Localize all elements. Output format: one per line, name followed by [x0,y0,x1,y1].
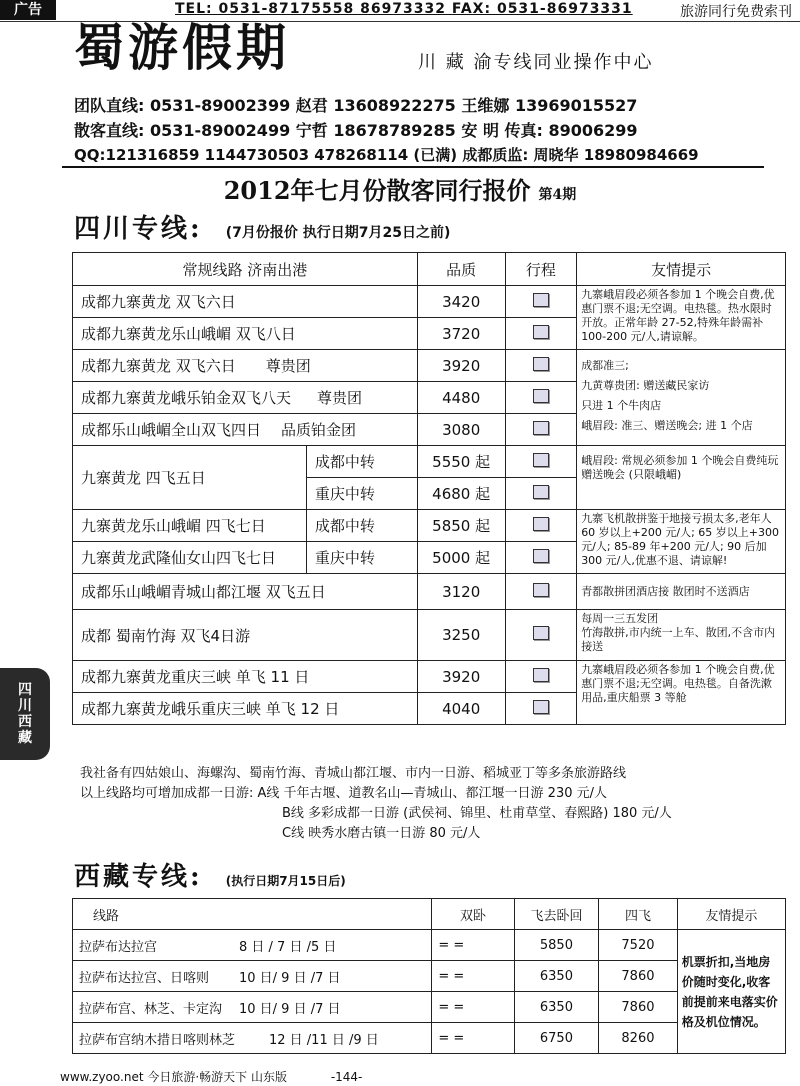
col-fly-sleep: 飞去卧回 [514,899,598,930]
route-cell: 九寨黄龙武隆仙女山四飞七日 [73,542,307,574]
route-cell: 成都 蜀南竹海 双飞4日游 [73,610,418,661]
contacts-divider [62,166,764,168]
route-name: 拉萨布宫、林芝、卡定沟 [79,1001,223,1017]
tip-line: 竹海散拼,市内统一上车、散团,不含市内接送 [581,626,776,653]
route-tag: 尊贵团 [265,357,311,375]
col-itinerary: 行程 [505,253,577,286]
route-cell [73,1023,432,1054]
extra-line-a: 以上线路均可增加成都一日游: A线 千年古堰、道教名山—青城山、都江堰一日游 230 元/人 [80,786,607,801]
extra-line-c: C线 映秀水磨古镇一日游 80 元/人 [282,826,481,841]
col-tips: 友情提示 [577,253,786,286]
four-fly-cell: 7860 [599,961,678,992]
route-cell [73,382,418,414]
fly-sleep-cell: 6750 [514,1023,598,1054]
fly-sleep-cell: 5850 [514,930,598,961]
page-title-text: 2012年七月份散客同行报价 [223,176,531,205]
col-price: 品质 [417,253,505,286]
document-icon[interactable] [533,485,549,499]
sichuan-note: (7月份报价 执行日期7月25日之前) [225,225,451,241]
transfer-cell: 重庆中转 [306,478,417,510]
extra-routes: 我社备有四姑娘山、海螺沟、蜀南竹海、青城山都江堰、市内一日游、稻城亚丁等多条旅游路线 [80,766,627,781]
page-title [0,171,800,206]
tip-line: 每周一三五发团 [581,612,659,625]
page-number: -144- [330,1070,363,1084]
price-cell: 3720 [417,318,505,350]
tibet-title: 西藏专线: [74,862,203,892]
document-icon[interactable] [533,389,549,403]
price-cell: 5000 起 [417,542,505,574]
double-cell: = = [432,1023,514,1054]
itinerary-cell[interactable] [505,350,577,382]
document-icon[interactable] [533,357,549,371]
table-row [73,350,786,382]
route-name: 成都九寨黄龙峨乐铂金双飞八天 [81,389,292,407]
itinerary-cell[interactable] [505,610,577,661]
route-cell [73,961,432,992]
route-cell: 成都九寨黄龙 双飞六日 [73,286,418,318]
side-tab-label: 四川西藏 [18,682,32,746]
table-row [73,610,786,661]
tip-line: 峨眉段: 准三、赠送晚会; 进 1 个店 [581,419,753,432]
route-cell [73,350,418,382]
itinerary-cell[interactable] [505,693,577,725]
table-row [73,286,786,318]
itinerary-cell[interactable] [505,382,577,414]
double-cell: = = [432,961,514,992]
document-icon[interactable] [533,293,549,307]
col-route: 线路 [73,899,432,930]
extra-line-b: B线 多彩成都一日游 (武侯祠、锦里、杜甫草堂、春熙路) 180 元/人 [282,806,672,821]
itinerary-cell[interactable] [505,510,577,542]
contact-team: 团队直线: 0531-89002399 赵君 13608922275 王维娜 13969015527 [74,96,638,115]
side-tab [0,668,50,760]
route-name: 拉萨布达拉宫 [79,939,158,955]
issue-number: 第4期 [538,187,577,203]
route-name: 成都乐山峨嵋全山双飞四日 [81,421,262,439]
itinerary-cell[interactable] [505,574,577,610]
route-cell: 九寨黄龙乐山峨嵋 四飞七日 [73,510,307,542]
contact-qq: QQ:121316859 1144730503 478268114 (已满) 成都质监: 周晓华 18980984669 [74,146,699,164]
sichuan-heading [74,208,450,245]
price-cell: 4680 起 [417,478,505,510]
double-cell: = = [432,930,514,961]
price-cell: 3120 [417,574,505,610]
contact-individual: 散客直线: 0531-89002499 宁哲 18678789285 安 明 传真: 89006299 [74,121,638,140]
tip-cell: 九寨飞机散拼鉴于地接亏损太多,老年人 60 岁以上+200 元/人; 65 岁以上+300 元/人; 85-89 年+200 元/人; 90 后加 300 元/人,优惠不退、请谅解! [577,510,786,574]
itinerary-cell[interactable] [505,446,577,478]
tip-cell: 青都散拼团酒店接 散团时不送酒店 [577,574,786,610]
table-header-row [73,253,786,286]
route-cell: 成都九寨黄龙重庆三峡 单飞 11 日 [73,661,418,693]
itinerary-cell[interactable] [505,414,577,446]
itinerary-cell[interactable] [505,542,577,574]
itinerary-cell[interactable] [505,318,577,350]
sichuan-title: 四川专线: [74,214,203,244]
price-cell: 3250 [417,610,505,661]
itinerary-cell[interactable] [505,286,577,318]
col-double-sleeper: 双卧 [432,899,514,930]
route-cell: 成都九寨黄龙乐山峨嵋 双飞八日 [73,318,418,350]
route-cell: 成都乐山峨嵋青城山都江堰 双飞五日 [73,574,418,610]
transfer-cell: 成都中转 [306,510,417,542]
document-icon[interactable] [533,453,549,467]
route-cell [73,414,418,446]
price-cell: 4480 [417,382,505,414]
tip-cell [577,610,786,661]
route-tag: 尊贵团 [317,389,363,407]
route-cell [73,992,432,1023]
tibet-price-table [72,898,786,1054]
tip-line: 只进 1 个牛肉店 [581,399,662,412]
document-icon[interactable] [533,583,549,597]
tip-cell: 峨眉段: 常规必须参加 1 个晚会自费纯玩赠送晚会 (只限峨嵋) [577,446,786,510]
tel-fax: TEL: 0531-87175558 86973332 FAX: 0531-86973331 [175,1,633,17]
document-icon[interactable] [533,700,549,714]
table-row [73,661,786,693]
tibet-heading [74,856,346,893]
route-name: 成都九寨黄龙 双飞六日 [81,357,236,375]
document-icon[interactable] [533,668,549,682]
document-icon[interactable] [533,549,549,563]
col-four-fly: 四飞 [599,899,678,930]
tip-cell: 九寨峨眉段必须各参加 1 个晚会自费,优惠门票不退;无空调。电热毯。自备洗漱用品,重庆船票 3 等舱 [577,661,786,725]
document-icon[interactable] [533,421,549,435]
free-catalog-note: 旅游同行免费索刊 [680,4,792,20]
tip-line: 成都准三; [581,359,629,372]
route-cell: 九寨黄龙 四飞五日 [73,446,307,510]
price-cell: 3920 [417,661,505,693]
price-cell: 5550 起 [417,446,505,478]
tip-cell: 机票折扣,当地房价随时变化,收客前提前来电落实价格及机位情况。 [677,930,785,1054]
table-row [73,574,786,610]
four-fly-cell: 7860 [599,992,678,1023]
document-icon[interactable] [533,325,549,339]
brand-name: 蜀游假期 [74,18,290,77]
table-row [73,930,786,961]
table-row [73,446,786,478]
price-cell: 3080 [417,414,505,446]
ad-tag: 广告 [0,0,56,20]
table-row [73,510,786,542]
tip-line: 九黄尊贵团: 赠送藏民家访 [581,379,710,392]
document-icon[interactable] [533,517,549,531]
route-days: 10 日/ 9 日 /7 日 [239,1001,341,1017]
table-header-row [73,899,786,930]
transfer-cell: 重庆中转 [306,542,417,574]
route-cell: 成都九寨黄龙峨乐重庆三峡 单飞 12 日 [73,693,418,725]
route-tag: 品质铂金团 [281,421,357,439]
itinerary-cell[interactable] [505,478,577,510]
route-days: 8 日 / 7 日 /5 日 [239,939,337,955]
itinerary-cell[interactable] [505,661,577,693]
document-icon[interactable] [533,626,549,640]
four-fly-cell: 7520 [599,930,678,961]
price-cell: 4040 [417,693,505,725]
route-days: 12 日 /11 日 /9 日 [269,1032,379,1048]
price-cell: 5850 起 [417,510,505,542]
fly-sleep-cell: 6350 [514,961,598,992]
route-days: 10 日/ 9 日 /7 日 [239,970,341,986]
route-name: 拉萨布宫纳木措日喀则林芝 [79,1032,236,1048]
four-fly-cell: 8260 [599,1023,678,1054]
col-route: 常规线路 济南出港 [73,253,418,286]
col-tips: 友情提示 [677,899,785,930]
tip-cell: 九寨峨眉段必须各参加 1 个晚会自费,优惠门票不退;无空调。电热毯。热水限时开放。正常年龄 27-52,特殊年龄需补 100-200 元/人,请谅解。 [577,286,786,350]
footer [60,1068,362,1085]
tip-cell [577,350,786,446]
price-cell: 3420 [417,286,505,318]
route-name: 拉萨布达拉宫、日喀则 [79,970,210,986]
double-cell: = = [432,992,514,1023]
transfer-cell: 成都中转 [306,446,417,478]
footer-site: www.zyoo.net 今日旅游·畅游天下 山东版 [60,1070,287,1084]
sichuan-price-table [72,252,786,725]
brand-subtitle: 川 藏 渝专线同业操作中心 [418,52,654,73]
route-cell [73,930,432,961]
price-cell: 3920 [417,350,505,382]
fly-sleep-cell: 6350 [514,992,598,1023]
tibet-note: (执行日期7月15日后) [225,874,346,888]
